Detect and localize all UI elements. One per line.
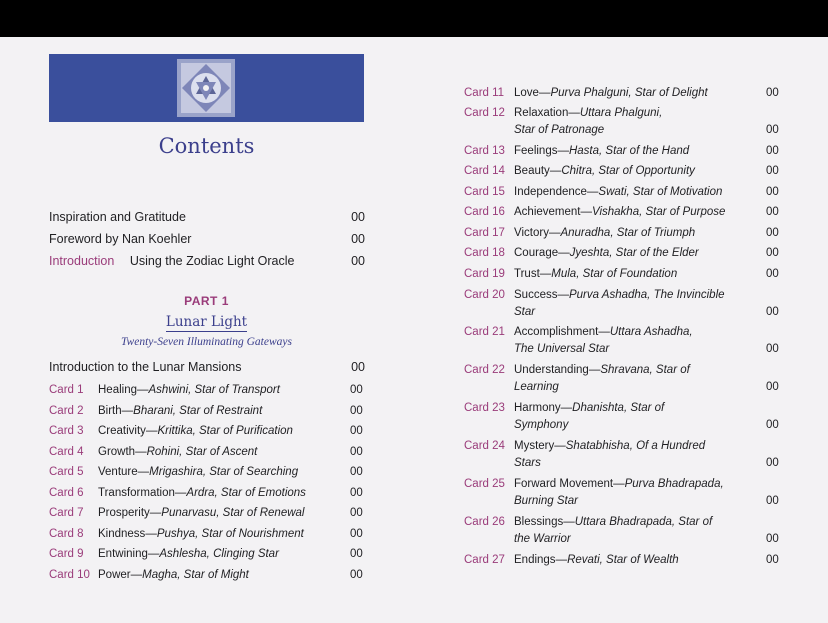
page-number: 00 bbox=[350, 569, 363, 581]
card-title: Blessings—Uttara Bhadrapada, Star of bbox=[514, 516, 713, 528]
page-title: Contents bbox=[158, 134, 255, 158]
card-number: Card 6 bbox=[49, 487, 84, 499]
card-name: Feelings bbox=[514, 145, 558, 157]
header-banner bbox=[49, 54, 364, 122]
card-description-continued: Symphony bbox=[514, 419, 569, 431]
introduction-label: Introduction bbox=[49, 254, 115, 268]
card-name: Birth bbox=[98, 405, 122, 417]
card-description: Anuradha, Star of Triumph bbox=[560, 227, 696, 239]
page-number: 00 bbox=[766, 247, 779, 259]
card-description: Swati, Star of Motivation bbox=[598, 186, 723, 198]
card-description: Jyeshta, Star of the Elder bbox=[569, 247, 699, 259]
page-number: 00 bbox=[766, 306, 779, 318]
page-number: 00 bbox=[350, 548, 363, 560]
card-title: Kindness—Pushya, Star of Nourishment bbox=[98, 528, 304, 540]
part-title-text: Lunar Light bbox=[165, 314, 248, 330]
card-name: Accomplishment bbox=[514, 326, 599, 338]
card-title: Achievement—Vishakha, Star of Purpose bbox=[514, 206, 726, 218]
card-name: Harmony bbox=[514, 402, 561, 414]
card-description: Ardra, Star of Emotions bbox=[186, 487, 306, 499]
card-title: Power—Magha, Star of Might bbox=[98, 569, 249, 581]
page-number: 00 bbox=[766, 165, 779, 177]
card-name: Independence bbox=[514, 186, 587, 198]
card-number: Card 10 bbox=[49, 569, 90, 581]
card-name: Forward Movement bbox=[514, 478, 614, 490]
card-name: Love bbox=[514, 87, 539, 99]
card-title: Success—Purva Ashadha, The Invincible bbox=[514, 289, 725, 301]
card-title: Courage—Jyeshta, Star of the Elder bbox=[514, 247, 699, 259]
front-item-text: Inspiration and Gratitude bbox=[49, 210, 186, 224]
page-number: 00 bbox=[766, 554, 779, 566]
card-description: Rohini, Star of Ascent bbox=[146, 446, 258, 458]
card-description: Mula, Star of Foundation bbox=[551, 268, 678, 280]
card-name: Entwining bbox=[98, 548, 148, 560]
page-number: 00 bbox=[766, 419, 779, 431]
card-number: Card 14 bbox=[464, 165, 505, 177]
page-number: 00 bbox=[766, 533, 779, 545]
page-number: 00 bbox=[351, 360, 365, 374]
page-number: 00 bbox=[351, 254, 365, 268]
card-number: Card 9 bbox=[49, 548, 84, 560]
page-number: 00 bbox=[350, 425, 363, 437]
card-description: Uttara Phalguni, bbox=[579, 107, 663, 119]
card-title: Transformation—Ardra, Star of Emotions bbox=[98, 487, 306, 499]
card-description: Krittika, Star of Purification bbox=[157, 425, 293, 437]
card-name: Venture bbox=[98, 466, 138, 478]
card-number: Card 13 bbox=[464, 145, 505, 157]
card-description-continued: Stars bbox=[514, 457, 541, 469]
card-name: Prosperity bbox=[98, 507, 150, 519]
card-name: Understanding bbox=[514, 364, 589, 376]
card-number: Card 19 bbox=[464, 268, 505, 280]
card-name: Trust bbox=[514, 268, 540, 280]
card-number: Card 25 bbox=[464, 478, 505, 490]
card-description: Purva Phalguni, Star of Delight bbox=[550, 87, 708, 99]
card-description: Chitra, Star of Opportunity bbox=[561, 165, 695, 177]
card-number: Card 26 bbox=[464, 516, 505, 528]
card-title: Victory—Anuradha, Star of Triumph bbox=[514, 227, 696, 239]
card-description: Purva Ashadha, The Invincible bbox=[568, 289, 725, 301]
card-name: Relaxation bbox=[514, 107, 569, 119]
front-item-text: Introduction to the Lunar Mansions bbox=[49, 360, 242, 374]
card-description: Punarvasu, Star of Renewal bbox=[161, 507, 305, 519]
card-title: Understanding—Shravana, Star of bbox=[514, 364, 690, 376]
card-title: Forward Movement—Purva Bhadrapada, bbox=[514, 478, 724, 490]
page-number: 00 bbox=[766, 343, 779, 355]
card-description: Uttara Ashadha, bbox=[609, 326, 693, 338]
card-title: Harmony—Dhanishta, Star of bbox=[514, 402, 665, 414]
card-title: Accomplishment—Uttara Ashadha, bbox=[514, 326, 693, 338]
card-name: Courage bbox=[514, 247, 559, 259]
card-title: Birth—Bharani, Star of Restraint bbox=[98, 405, 263, 417]
card-number: Card 11 bbox=[464, 87, 505, 99]
card-title: Creativity—Krittika, Star of Purification bbox=[98, 425, 293, 437]
card-description-continued: The Universal Star bbox=[514, 343, 610, 355]
page-number: 00 bbox=[350, 487, 363, 499]
card-description: Dhanishta, Star of bbox=[572, 402, 665, 414]
card-description: Shravana, Star of bbox=[600, 364, 690, 376]
page-number: 00 bbox=[766, 87, 779, 99]
card-description: Magha, Star of Might bbox=[142, 569, 249, 581]
card-name: Achievement bbox=[514, 206, 581, 218]
card-name: Growth bbox=[98, 446, 136, 458]
card-number: Card 18 bbox=[464, 247, 505, 259]
card-description-continued: Learning bbox=[514, 381, 559, 393]
card-name: Blessings bbox=[514, 516, 564, 528]
card-number: Card 24 bbox=[464, 440, 505, 452]
card-title: Venture—Mrigashira, Star of Searching bbox=[98, 466, 299, 478]
card-title: Independence—Swati, Star of Motivation bbox=[514, 186, 723, 198]
front-item-foreword bbox=[49, 232, 367, 246]
front-item-text: Foreword by Nan Koehler bbox=[49, 232, 192, 246]
page-number: 00 bbox=[350, 507, 363, 519]
card-description-continued: Star of Patronage bbox=[514, 124, 605, 136]
page-number: 00 bbox=[766, 206, 779, 218]
card-number: Card 8 bbox=[49, 528, 84, 540]
card-name: Transformation bbox=[98, 487, 175, 499]
card-title: Love—Purva Phalguni, Star of Delight bbox=[514, 87, 708, 99]
card-number: Card 15 bbox=[464, 186, 505, 198]
card-title: Endings—Revati, Star of Wealth bbox=[514, 554, 679, 566]
card-number: Card 7 bbox=[49, 507, 84, 519]
contents-page bbox=[0, 37, 828, 623]
card-description: Ashlesha, Clinging Star bbox=[159, 548, 279, 560]
card-description: Hasta, Star of the Hand bbox=[568, 145, 690, 157]
page-number: 00 bbox=[350, 446, 363, 458]
card-number: Card 22 bbox=[464, 364, 505, 376]
card-description-continued: the Warrior bbox=[514, 533, 571, 545]
card-number: Card 5 bbox=[49, 466, 84, 478]
card-description: Pushya, Star of Nourishment bbox=[156, 528, 304, 540]
card-number: Card 17 bbox=[464, 227, 505, 239]
card-title: Growth—Rohini, Star of Ascent bbox=[98, 446, 258, 458]
card-number: Card 4 bbox=[49, 446, 84, 458]
part-subtitle: Twenty-Seven Illuminating Gateways bbox=[121, 336, 292, 348]
front-item-text: Using the Zodiac Light Oracle bbox=[129, 254, 295, 268]
page-number: 00 bbox=[351, 232, 365, 246]
card-number: Card 23 bbox=[464, 402, 505, 414]
page-number: 00 bbox=[766, 227, 779, 239]
card-description: Ashwini, Star of Transport bbox=[148, 384, 280, 396]
page-number: 00 bbox=[766, 124, 779, 136]
front-item-lunar-mansions bbox=[49, 360, 367, 374]
page-number: 00 bbox=[350, 384, 363, 396]
card-description: Revati, Star of Wealth bbox=[567, 554, 679, 566]
card-name: Kindness bbox=[98, 528, 146, 540]
card-description: Vishakha, Star of Purpose bbox=[591, 206, 726, 218]
card-name: Creativity bbox=[98, 425, 146, 437]
card-name: Mystery bbox=[514, 440, 555, 452]
card-title: Beauty—Chitra, Star of Opportunity bbox=[514, 165, 695, 177]
card-name: Power bbox=[98, 569, 131, 581]
page-number: 00 bbox=[766, 495, 779, 507]
card-description: Shatabhisha, Of a Hundred bbox=[565, 440, 706, 452]
card-description: Purva Bhadrapada, bbox=[624, 478, 724, 490]
page-number: 00 bbox=[766, 457, 779, 469]
card-number: Card 2 bbox=[49, 405, 84, 417]
part-number: PART 1 bbox=[184, 294, 229, 308]
part-title bbox=[49, 314, 364, 330]
page-number: 00 bbox=[766, 145, 779, 157]
card-description: Uttara Bhadrapada, Star of bbox=[574, 516, 713, 528]
page-number: 00 bbox=[350, 466, 363, 478]
card-description: Bharani, Star of Restraint bbox=[133, 405, 263, 417]
card-title: Entwining—Ashlesha, Clinging Star bbox=[98, 548, 279, 560]
card-name: Healing bbox=[98, 384, 137, 396]
card-title: Healing—Ashwini, Star of Transport bbox=[98, 384, 280, 396]
card-title: Mystery—Shatabhisha, Of a Hundred bbox=[514, 440, 706, 452]
card-description: Mrigashira, Star of Searching bbox=[149, 466, 299, 478]
card-title: Relaxation—Uttara Phalguni, bbox=[514, 107, 663, 119]
card-name: Endings bbox=[514, 554, 556, 566]
card-number: Card 20 bbox=[464, 289, 505, 301]
card-description-continued: Burning Star bbox=[514, 495, 578, 507]
card-number: Card 12 bbox=[464, 107, 505, 119]
page-number: 00 bbox=[766, 268, 779, 280]
front-item-introduction bbox=[49, 254, 367, 268]
card-number: Card 16 bbox=[464, 206, 505, 218]
card-name: Beauty bbox=[514, 165, 550, 177]
card-name: Victory bbox=[514, 227, 549, 239]
card-number: Card 21 bbox=[464, 326, 505, 338]
page-number: 00 bbox=[351, 210, 365, 224]
card-number: Card 1 bbox=[49, 384, 84, 396]
card-number: Card 27 bbox=[464, 554, 505, 566]
page-number: 00 bbox=[350, 528, 363, 540]
yantra-emblem-icon bbox=[171, 56, 241, 120]
page-number: 00 bbox=[350, 405, 363, 417]
card-name: Success bbox=[514, 289, 558, 301]
page-number: 00 bbox=[766, 186, 779, 198]
card-title: Feelings—Hasta, Star of the Hand bbox=[514, 145, 690, 157]
card-title: Trust—Mula, Star of Foundation bbox=[514, 268, 678, 280]
front-item-inspiration bbox=[49, 210, 367, 224]
card-title: Prosperity—Punarvasu, Star of Renewal bbox=[98, 507, 305, 519]
page-number: 00 bbox=[766, 381, 779, 393]
card-number: Card 3 bbox=[49, 425, 84, 437]
card-description-continued: Star bbox=[514, 306, 536, 318]
